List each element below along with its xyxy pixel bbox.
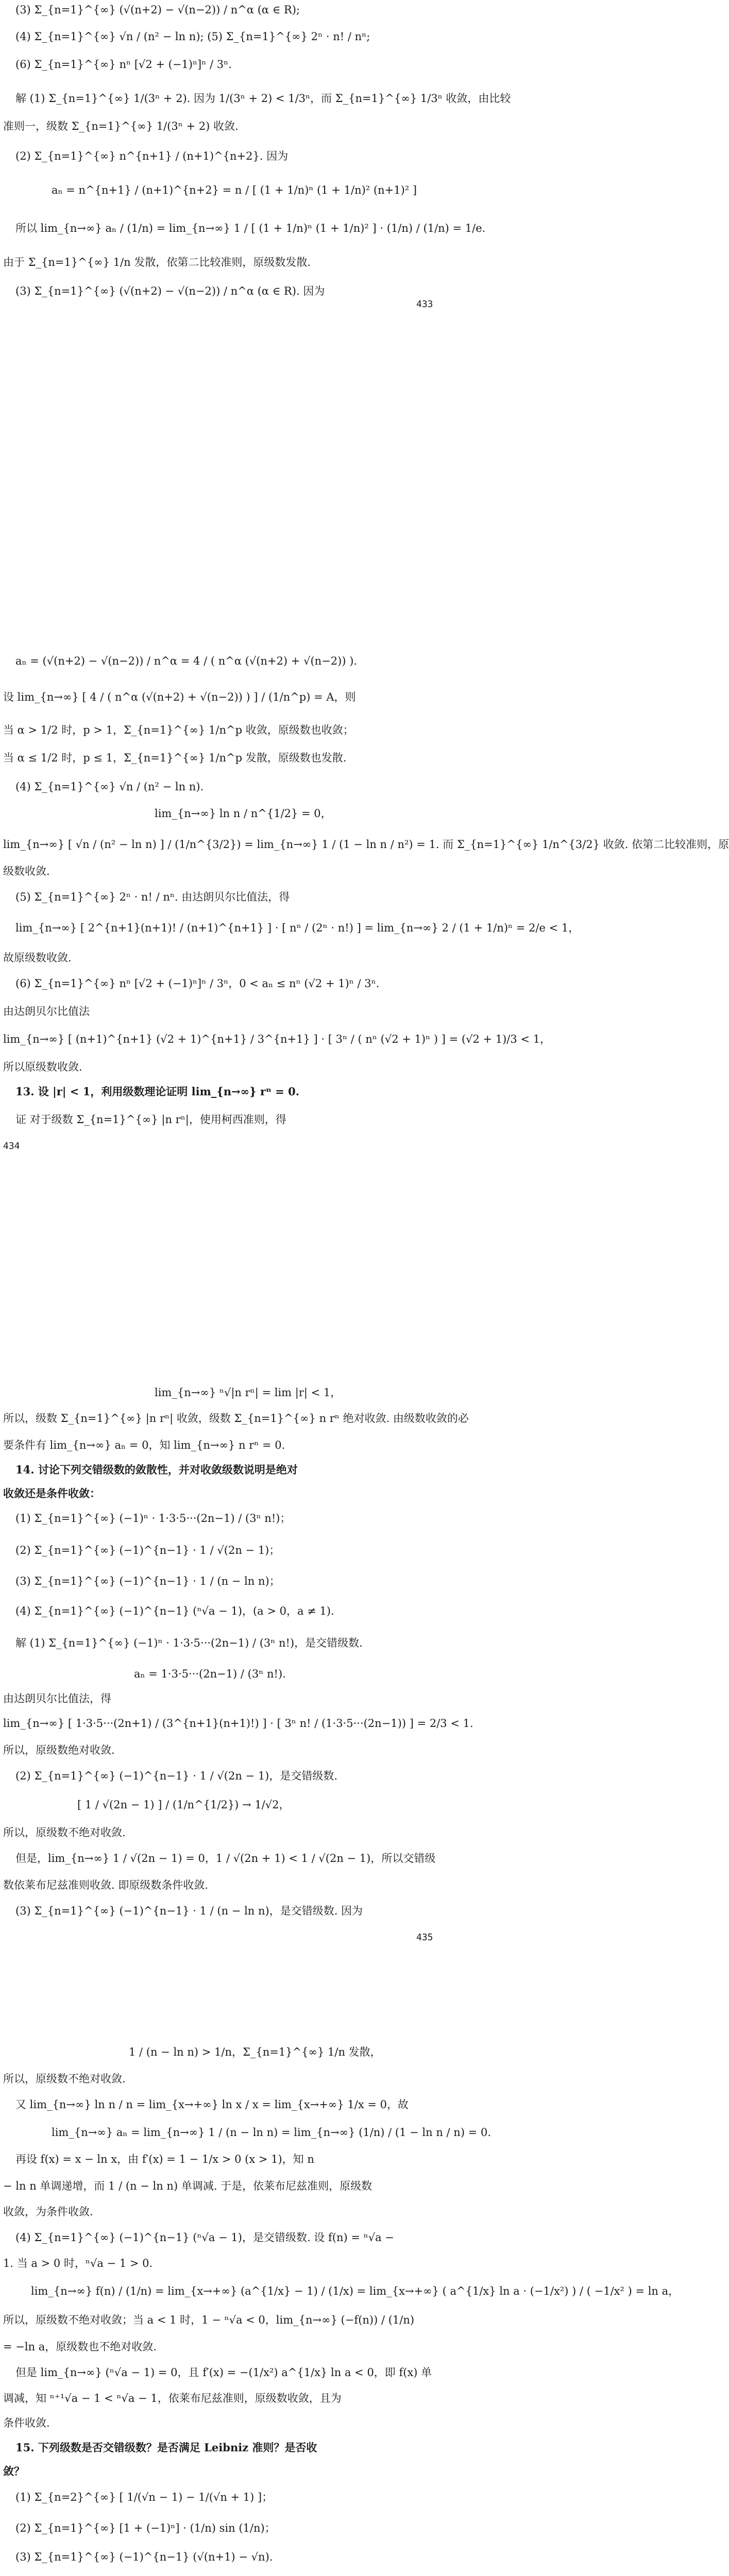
- equation: aₙ = (√(n+2) − √(n−2)) / n^α = 4 / ( n^α (√(n+2) + √(n−2)) ).: [15, 655, 358, 667]
- text-line: 所以，级数 Σ_{n=1}^{∞} |n rⁿ| 收敛，级数 Σ_{n=1}^{∞} n rⁿ 绝对收敛. 由级数收敛的必: [3, 1412, 469, 1425]
- page-number: 434: [3, 1141, 20, 1151]
- text-line: = −ln a，原级数也不绝对收敛.: [3, 2341, 157, 2353]
- text-line: 级数收敛.: [3, 865, 50, 877]
- text-line: (4) Σ_{n=1}^{∞} √n / (n² − ln n).: [15, 781, 204, 793]
- text-line: (3) Σ_{n=1}^{∞} (−1)^{n−1} · 1 / (n − ln n)；: [15, 1575, 280, 1587]
- text-line: 条件收敛.: [3, 2417, 50, 2429]
- page-433: [0, 0, 511, 649]
- text-line: − ln n 单调递增，而 1 / (n − ln n) 单调减. 于是，依莱布尼兹准则，原级数: [3, 2180, 372, 2192]
- text-line: 证 对于级数 Σ_{n=1}^{∞} |n rⁿ|，使用柯西准则，得: [15, 1113, 286, 1126]
- text-line: (6) Σ_{n=1}^{∞} nⁿ [√2 + (−1)ⁿ]ⁿ / 3ⁿ，0 < aₙ ≤ nⁿ (√2 + 1)ⁿ / 3ⁿ.: [15, 977, 380, 990]
- text-line: 数依莱布尼兹准则收敛. 即原级数条件收敛.: [3, 1879, 209, 1891]
- text-line: 由达朗贝尔比值法，得: [3, 1692, 111, 1705]
- equation: lim_{n→∞} [ (n+1)^{n+1} (√2 + 1)^{n+1} / 3^{n+1} ] · [ 3ⁿ / ( nⁿ (√2 + 1)ⁿ ) ] = (√2 + 1)/3 < 1，: [3, 1033, 551, 1045]
- text-line: (2) Σ_{n=1}^{∞} (−1)^{n−1} · 1 / √(2n − 1)，是交错级数.: [15, 1770, 338, 1782]
- text-line: 所以，原级数绝对收敛.: [3, 1744, 115, 1756]
- text-line: (3) Σ_{n=1}^{∞} (√(n+2) − √(n−2)) / n^α (α ∈ R);: [15, 4, 300, 16]
- text-line: 又 lim_{n→∞} ln n / n = lim_{x→+∞} ln x / x = lim_{x→+∞} 1/x = 0，故: [15, 2098, 409, 2111]
- text-line: (1) Σ_{n=1}^{∞} (−1)ⁿ · 1·3·5···(2n−1) / (3ⁿ n!)；: [15, 1512, 291, 1524]
- text-line: (2) Σ_{n=1}^{∞} (−1)^{n−1} · 1 / √(2n − 1)；: [15, 1544, 280, 1556]
- equation: lim_{n→∞} [ 2^{n+1}(n+1)! / (n+1)^{n+1} ] · [ nⁿ / (2ⁿ · n!) ] = lim_{n→∞} 2 / (1 + 1/n)ⁿ = 2/e < 1，: [15, 922, 580, 934]
- equation: lim_{n→∞} [ 1·3·5···(2n+1) / (3^{n+1}(n+1)!) ] · [ 3ⁿ n! / (1·3·5···(2n−1)) ] = 2/3 < 1.: [3, 1717, 473, 1730]
- equation: 1 / (n − ln n) > 1/n，Σ_{n=1}^{∞} 1/n 发散，: [129, 2046, 381, 2058]
- problem-heading: 敛？: [3, 2465, 25, 2478]
- text-line: 所以，原级数不绝对收敛；当 a < 1 时，1 − ⁿ√a < 0，lim_{n→∞} (−f(n)) / (1/n): [3, 2314, 415, 2326]
- text-line: 但是 lim_{n→∞} (ⁿ√a − 1) = 0，且 f′(x) = −(1/x²) a^{1/x} ln a < 0，即 f(x) 单: [15, 2366, 432, 2379]
- text-line: (2) Σ_{n=1}^{∞} n^{n+1} / (n+1)^{n+2}. 因为: [15, 150, 289, 162]
- text-line: (4) Σ_{n=1}^{∞} (−1)^{n−1} (ⁿ√a − 1)，是交错级数. 设 f(n) = ⁿ√a −: [15, 2231, 394, 2244]
- problem-heading: 13. 设 |r| < 1，利用级数理论证明 lim_{n→∞} rⁿ = 0.: [15, 1085, 300, 1098]
- page-number: 435: [416, 1932, 433, 1943]
- equation: aₙ = n^{n+1} / (n+1)^{n+2} = n / [ (1 + 1/n)ⁿ (1 + 1/n)² (n+1)² ]: [52, 184, 417, 196]
- equation: lim_{n→∞} ⁿ√|n rⁿ| = lim |r| < 1，: [155, 1386, 342, 1399]
- page-number: 433: [416, 299, 433, 310]
- text-line: (4) Σ_{n=1}^{∞} (−1)^{n−1} (ⁿ√a − 1)，(a > 0，a ≠ 1).: [15, 1605, 334, 1617]
- equation: aₙ = 1·3·5···(2n−1) / (3ⁿ n!).: [134, 1668, 286, 1680]
- text-line: 设 lim_{n→∞} [ 4 / ( n^α (√(n+2) + √(n−2)) ) ] / (1/n^p) = A，则: [3, 691, 356, 703]
- text-line: (6) Σ_{n=1}^{∞} nⁿ [√2 + (−1)ⁿ]ⁿ / 3ⁿ.: [15, 58, 232, 71]
- text-line: 当 α > 1/2 时，p > 1，Σ_{n=1}^{∞} 1/n^p 收敛，原级数也收敛；: [3, 724, 354, 736]
- text-line: 所以，原级数不绝对收敛.: [3, 1826, 126, 1839]
- text-line: 要条件有 lim_{n→∞} aₙ = 0，知 lim_{n→∞} n rⁿ = 0.: [3, 1439, 285, 1451]
- text-line: 当 α ≤ 1/2 时，p ≤ 1，Σ_{n=1}^{∞} 1/n^p 发散，原级数也发散.: [3, 752, 347, 764]
- text-line: (3) Σ_{n=1}^{∞} (−1)^{n−1} (√(n+1) − √n).: [15, 2551, 273, 2563]
- equation: lim_{n→∞} f(n) / (1/n) = lim_{x→+∞} (a^{1/x} − 1) / (1/x) = lim_{x→+∞} ( a^{1/x} ln a · (−1/x²) ) / ( −1/x² ) = ln a，: [31, 2285, 680, 2297]
- text-line: lim_{n→∞} [ √n / (n² − ln n) ] / (1/n^{3/2}) = lim_{n→∞} 1 / (1 − ln n / n²) = 1. 而 Σ_{n=1}^{∞} 1/n^{3/2} 收敛. 依第二比较准则，原: [3, 838, 729, 851]
- text-line: 所以，原级数不绝对收敛.: [3, 2073, 126, 2085]
- text-line: 故原级数收敛.: [3, 952, 72, 964]
- text-line: (4) Σ_{n=1}^{∞} √n / (n² − ln n); (5) Σ_{n=1}^{∞} 2ⁿ · n! / nⁿ;: [15, 30, 370, 43]
- equation: 所以 lim_{n→∞} aₙ / (1/n) = lim_{n→∞} 1 / [ (1 + 1/n)ⁿ (1 + 1/n)² ] · (1/n) / (1/n) = 1/e.: [15, 222, 486, 234]
- page-436: [0, 1953, 680, 2576]
- equation: [ 1 / √(2n − 1) ] / (1/n^{1/2}) → 1/√2，: [77, 1799, 290, 1811]
- text-line: 准则一，级数 Σ_{n=1}^{∞} 1/(3ⁿ + 2) 收敛.: [3, 120, 239, 132]
- equation: lim_{n→∞} aₙ = lim_{n→∞} 1 / (n − ln n) = lim_{n→∞} (1/n) / (1 − ln n / n) = 0.: [52, 2126, 491, 2139]
- text-line: (1) Σ_{n=2}^{∞} [ 1/(√n − 1) − 1/(√n + 1) ]；: [15, 2491, 273, 2503]
- problem-heading: 15. 下列级数是否交错级数？是否满足 Leibniz 准则？是否收: [15, 2441, 317, 2454]
- problem-heading: 收敛还是条件收敛：: [3, 1487, 100, 1500]
- equation: lim_{n→∞} ln n / n^{1/2} = 0，: [155, 807, 332, 820]
- problem-heading: 14. 讨论下列交错级数的敛散性，并对收敛级数说明是绝对: [15, 1463, 298, 1476]
- text-line: 由达朗贝尔比值法: [3, 1005, 90, 1018]
- text-line: 调减，知 ⁿ⁺¹√a − 1 < ⁿ√a − 1，依莱布尼兹准则，原级数收敛，且为: [3, 2392, 342, 2404]
- text-line: (3) Σ_{n=1}^{∞} (−1)^{n−1} · 1 / (n − ln n)，是交错级数. 因为: [15, 1905, 363, 1917]
- text-line: 解 (1) Σ_{n=1}^{∞} (−1)ⁿ · 1·3·5···(2n−1) / (3ⁿ n!)，是交错级数.: [15, 1637, 363, 1649]
- text-line: 解 (1) Σ_{n=1}^{∞} 1/(3ⁿ + 2). 因为 1/(3ⁿ + 2) < 1/3ⁿ，而 Σ_{n=1}^{∞} 1/3ⁿ 收敛，由比较: [15, 92, 511, 105]
- text-line: 再设 f(x) = x − ln x，由 f′(x) = 1 − 1/x > 0 (x > 1)，知 n: [15, 2153, 314, 2165]
- text-line: 所以原级数收敛.: [3, 1061, 82, 1073]
- text-line: 但是，lim_{n→∞} 1 / √(2n − 1) = 0，1 / √(2n + 1) < 1 / √(2n − 1)，所以交错级: [15, 1852, 436, 1865]
- text-line: 收敛，为条件收敛.: [3, 2206, 93, 2218]
- text-line: (3) Σ_{n=1}^{∞} (√(n+2) − √(n−2)) / n^α (α ∈ R). 因为: [15, 285, 325, 297]
- text-line: 由于 Σ_{n=1}^{∞} 1/n 发散，依第二比较准则，原级数发散.: [3, 256, 311, 268]
- page-434: [0, 654, 729, 1293]
- text-line: (2) Σ_{n=1}^{∞} [1 + (−1)ⁿ] · (1/n) sin (1/n)；: [15, 2522, 276, 2534]
- text-line: 1. 当 a > 0 时，ⁿ√a − 1 > 0.: [3, 2257, 153, 2269]
- text-line: (5) Σ_{n=1}^{∞} 2ⁿ · n! / nⁿ. 由达朗贝尔比值法，得: [15, 891, 290, 903]
- page-435: [0, 1288, 473, 1947]
